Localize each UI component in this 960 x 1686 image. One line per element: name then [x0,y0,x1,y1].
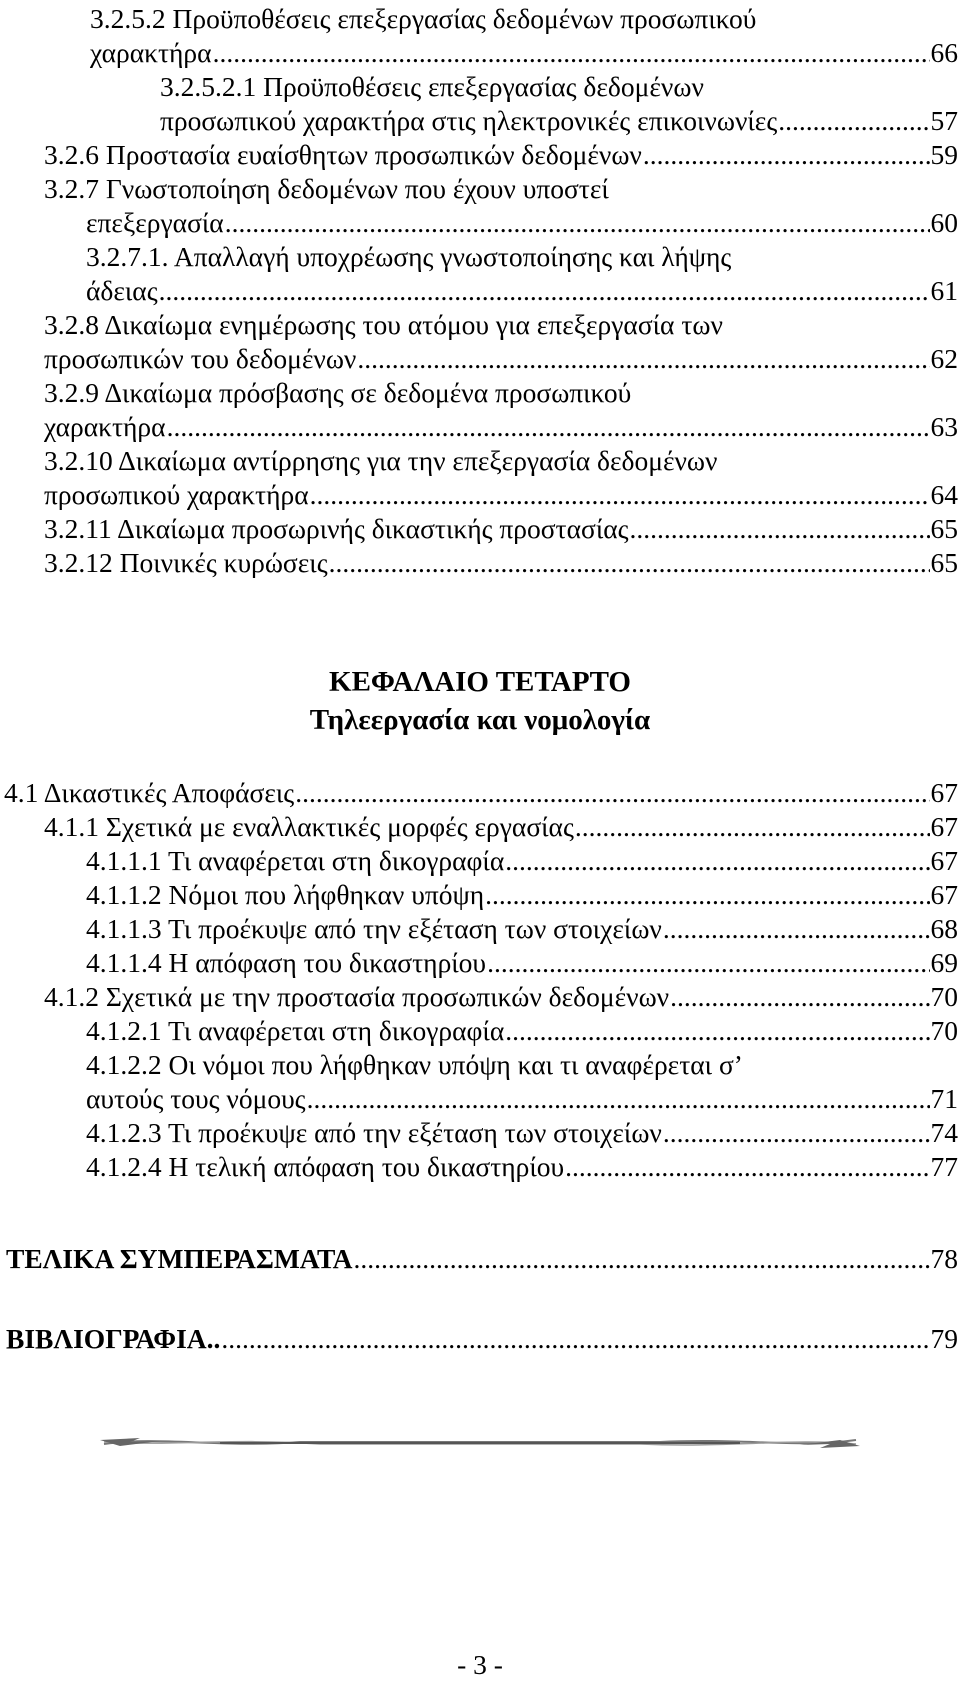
dot-leader [167,410,930,444]
toc-entry[interactable] [86,946,958,980]
toc-page-number: 67 [930,777,958,808]
toc-entry[interactable] [86,1014,958,1048]
toc-page-number: 67 [930,879,958,910]
dot-leader [213,36,930,70]
toc-page-number: 59 [930,139,958,170]
dot-leader [295,776,929,810]
toc-page-number: 60 [930,207,958,238]
dot-leader [778,104,929,138]
toc-entry[interactable] [44,376,958,444]
toc-entry-heading-cont: επεξεργασία [86,207,224,238]
dot-leader [307,1082,930,1116]
dot-leader [329,546,930,580]
toc-page-number: 78 [930,1243,958,1274]
toc-entry-heading-cont: προσωπικού χαρακτήρα [44,479,309,510]
toc-page-number: 70 [930,1015,958,1046]
dot-leader [663,912,930,946]
toc-entry[interactable] [44,240,958,308]
toc-entry-heading: 3.2.8 Δικαίωμα ενημέρωσης του ατόμου για επεξεργασία των [44,309,723,340]
dot-leader [630,512,930,546]
toc-entry[interactable] [44,444,958,512]
toc-page-number: 79 [930,1323,958,1354]
toc-entry[interactable] [44,980,958,1014]
decorative-divider [100,1428,860,1458]
toc-entry-heading: 4.1 Δικαστικές Αποφάσεις [4,777,295,808]
dot-leader [310,478,930,512]
toc-entry-conclusions[interactable] [6,1242,958,1276]
toc-page-number: 67 [930,811,958,842]
toc-entry-heading: 3.2.6 Προστασία ευαίσθητων προσωπικών δεδομένων [44,139,642,170]
toc-entry[interactable] [44,810,958,844]
toc-entry-heading: 3.2.7.1. Απαλλαγή υποχρέωσης γνωστοποίησης και λήψης [86,241,732,272]
toc-entry[interactable] [86,844,958,878]
toc-entry-heading: 4.1.1.2 Νόμοι που λήφθηκαν υπόψη [86,879,485,910]
toc-entry-heading-cont: άδειας [86,275,158,306]
toc-entry-heading: ΤΕΛΙΚΑ ΣΥΜΠΕΡΑΣΜΑΤΑ [6,1243,353,1274]
dot-leader [485,878,929,912]
toc-page-number: 57 [930,105,958,136]
toc-page-number: 63 [930,411,958,442]
toc-entry[interactable] [44,172,958,240]
toc-entry[interactable] [44,512,958,546]
dot-leader [565,1150,929,1184]
dot-leader [225,206,930,240]
toc-entry-heading-cont: αυτούς τους νόμους [86,1083,306,1114]
toc-entry-heading: ΒΙΒΛΙΟΓΡΑΦΙΑ.. [6,1323,221,1354]
toc-entry-bibliography[interactable] [6,1322,958,1356]
toc-page-number: 64 [930,479,958,510]
dot-leader [505,1014,929,1048]
toc-entry[interactable] [86,1048,958,1116]
toc-page-number: 67 [930,845,958,876]
toc-entry[interactable] [44,546,958,580]
toc-page-number: 71 [930,1083,958,1114]
toc-entry[interactable] [86,1116,958,1150]
dot-leader [221,1322,929,1356]
toc-page-number: 68 [930,913,958,944]
toc-entry-heading: 3.2.11 Δικαίωμα προσωρινής δικαστικής προστασίας [44,513,629,544]
toc-entry-heading-cont: χαρακτήρα [44,411,166,442]
toc-page-number: 69 [930,947,958,978]
toc-entry[interactable] [44,138,958,172]
toc-page-number: 65 [930,547,958,578]
toc-entry-heading: 4.1.2 Σχετικά με την προστασία προσωπικών δεδομένων [44,981,670,1012]
toc-page-number: 65 [930,513,958,544]
toc-entry-heading: 3.2.5.2 Προϋποθέσεις επεξεργασίας δεδομένων προσωπικού [90,3,757,34]
toc-entry-heading: 4.1.2.1 Τι αναφέρεται στη δικογραφία [86,1015,505,1046]
page-number: - 3 - [457,1649,503,1680]
toc-entry-heading: 4.1.1.1 Τι αναφέρεται στη δικογραφία [86,845,505,876]
dot-leader [159,274,930,308]
toc-page-number: 61 [930,275,958,306]
toc-entry-heading-cont: προσωπικών του δεδομένων [44,343,357,374]
toc-entry-heading-cont: χαρακτήρα [90,37,212,68]
chapter-title: ΚΕΦΑΛΑΙΟ ΤΕΤΑΡΤΟ [329,666,631,698]
toc-entry[interactable] [90,2,958,70]
dot-leader [354,1242,930,1276]
chapter-subtitle: Τηλεεργασία και νομολογία [309,704,651,736]
toc-entry-heading-cont: προσωπικού χαρακτήρα στις ηλεκτρονικές επικοινωνίες [160,105,778,136]
toc-entry-heading: 4.1.1 Σχετικά με εναλλακτικές μορφές εργασίας [44,811,574,842]
toc-entry-heading: 4.1.1.3 Τι προέκυψε από την εξέταση των στοιχείων [86,913,662,944]
toc-page-number: 77 [930,1151,958,1182]
toc-entry-heading: 3.2.12 Ποινικές κυρώσεις [44,547,328,578]
toc-entry-heading: 4.1.2.3 Τι προέκυψε από την εξέταση των στοιχείων [86,1117,662,1148]
toc-entry[interactable] [4,776,958,810]
toc-page-number: 66 [930,37,958,68]
dot-leader [670,980,929,1014]
dot-leader [505,844,929,878]
toc-entry-heading: 4.1.1.4 Η απόφαση του δικαστηρίου [86,947,487,978]
dot-leader [663,1116,930,1150]
toc-entry[interactable] [86,878,958,912]
toc-entry-heading: 3.2.7 Γνωστοποίηση δεδομένων που έχουν υποστεί [44,173,609,204]
toc-page-number: 70 [930,981,958,1012]
toc-entry-heading: 3.2.9 Δικαίωμα πρόσβασης σε δεδομένα προσωπικού [44,377,632,408]
dot-leader [487,946,929,980]
toc-entry[interactable] [44,308,958,376]
dot-leader [357,342,929,376]
toc-entry[interactable] [86,1150,958,1184]
toc-page-number: 62 [930,343,958,374]
dot-leader [643,138,930,172]
toc-entry-heading: 3.2.10 Δικαίωμα αντίρρησης για την επεξεργασία δεδομένων [44,445,718,476]
toc-entry[interactable] [86,912,958,946]
toc-page-number: 74 [930,1117,958,1148]
toc-entry-heading: 4.1.2.4 Η τελική απόφαση του δικαστηρίου [86,1151,565,1182]
toc-entry-heading: 4.1.2.2 Οι νόμοι που λήφθηκαν υπόψη και τι αναφέρεται σ’ [86,1049,743,1080]
toc-entry[interactable] [90,70,958,138]
dot-leader [575,810,930,844]
toc-entry-heading: 3.2.5.2.1 Προϋποθέσεις επεξεργασίας δεδομένων [160,71,704,102]
